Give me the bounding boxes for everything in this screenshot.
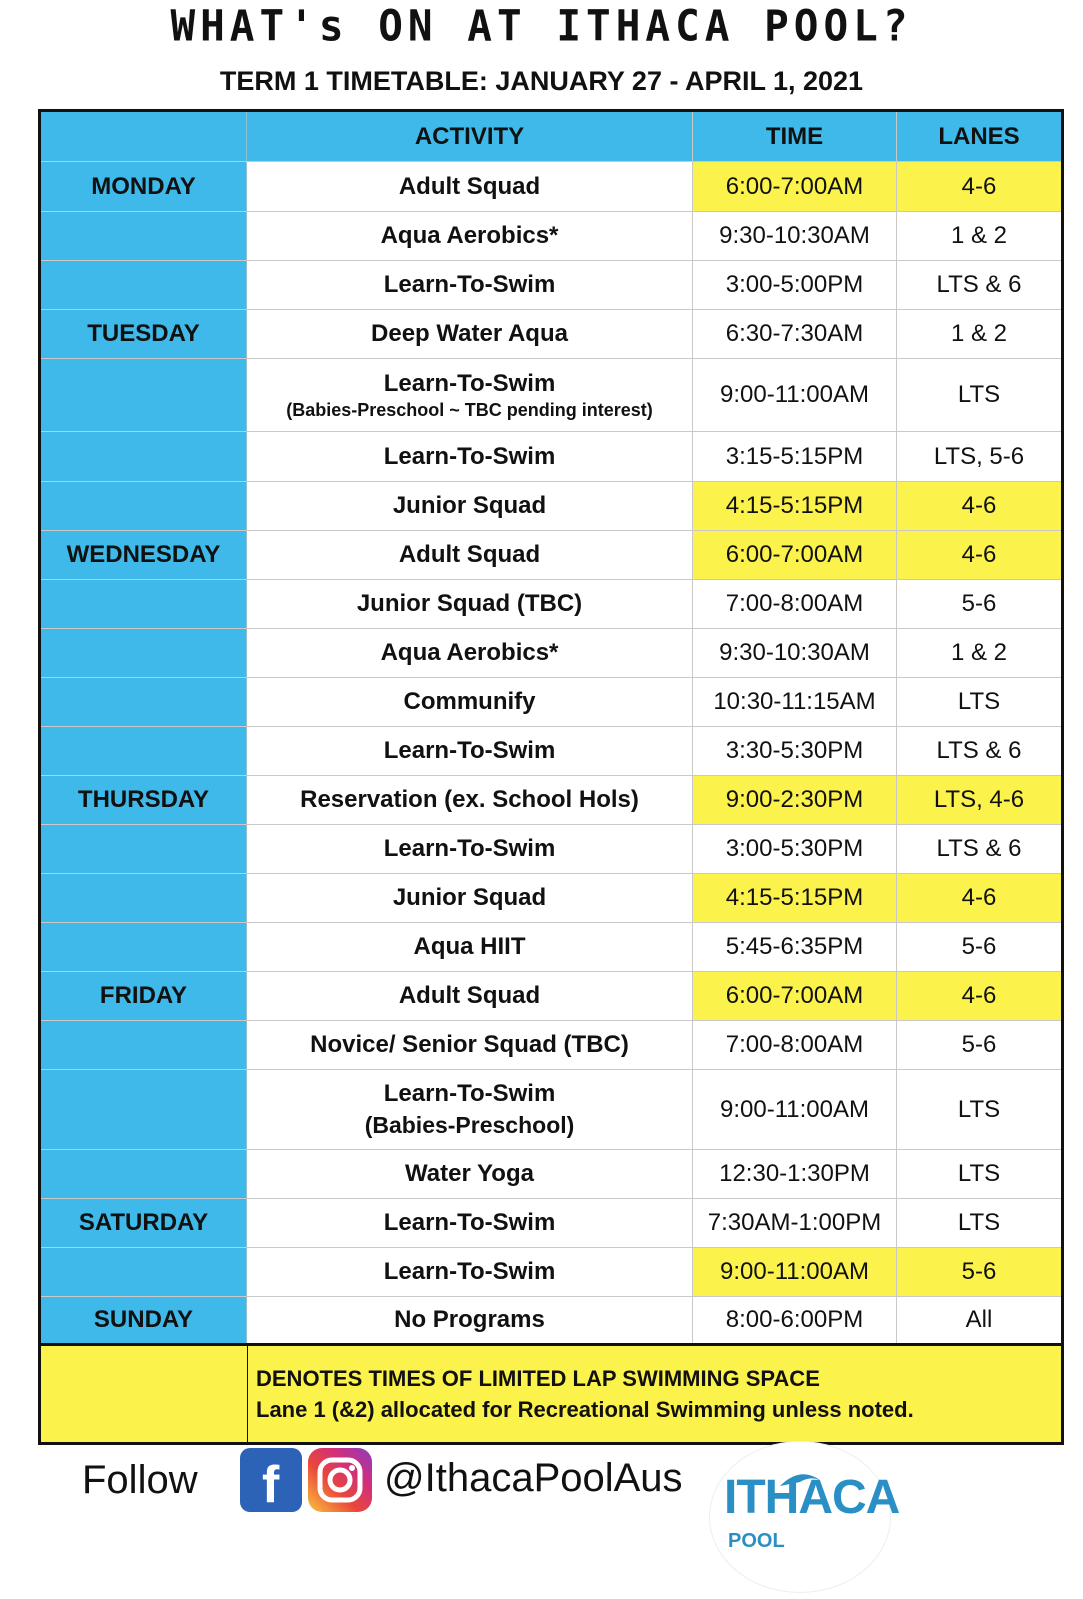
day-cell bbox=[41, 212, 247, 260]
legend-line-1: DENOTES TIMES OF LIMITED LAP SWIMMING SPACE bbox=[256, 1366, 820, 1391]
lanes-cell: LTS, 5-6 bbox=[933, 442, 1025, 470]
day-cell: SATURDAY bbox=[41, 1199, 247, 1247]
activity-name: Novice/ Senior Squad (TBC) bbox=[310, 1031, 629, 1058]
lanes-cell: LTS & 6 bbox=[936, 271, 1022, 298]
lanes-cell: 4-6 bbox=[897, 482, 1061, 530]
activity-name: Water Yoga bbox=[405, 1160, 534, 1187]
activity-cell bbox=[247, 629, 693, 677]
table-row bbox=[41, 482, 1061, 531]
day-cell bbox=[41, 825, 247, 873]
day-cell bbox=[41, 1248, 247, 1296]
lanes-cell: 5-6 bbox=[897, 1248, 1061, 1296]
lanes-cell: 4-6 bbox=[897, 531, 1061, 579]
table-row bbox=[41, 923, 1061, 972]
time-cell: 9:00-11:00AM bbox=[693, 1248, 897, 1296]
lanes-cell: 4-6 bbox=[897, 874, 1061, 922]
logo-text: ITHACA bbox=[724, 1471, 900, 1524]
day-cell bbox=[41, 1150, 247, 1198]
time-cell: 4:15-5:15PM bbox=[693, 874, 897, 922]
time-cell: 9:00-11:00AM bbox=[693, 359, 897, 431]
table-row bbox=[41, 1297, 1061, 1346]
lanes-cell: 5-6 bbox=[961, 590, 997, 617]
lanes-cell: All bbox=[965, 1306, 993, 1333]
time-cell: 7:00-8:00AM bbox=[693, 580, 897, 628]
table-row bbox=[41, 629, 1061, 678]
activity-cell bbox=[247, 212, 693, 260]
day-cell: WEDNESDAY bbox=[41, 531, 247, 579]
time-cell: 9:30-10:30AM bbox=[693, 212, 897, 260]
activity-cell bbox=[247, 531, 693, 579]
header-time: TIME bbox=[693, 112, 897, 161]
day-cell bbox=[41, 923, 247, 971]
time-cell: 6:00-7:00AM bbox=[693, 162, 897, 211]
table-body bbox=[41, 162, 1061, 1346]
facebook-icon[interactable] bbox=[240, 1448, 302, 1512]
activity-name: Adult Squad bbox=[398, 982, 541, 1009]
legend-line-2: Lane 1 (&2) allocated for Recreational Swimming unless noted. bbox=[256, 1397, 914, 1422]
lanes-cell: LTS bbox=[957, 381, 1001, 408]
activity-name: Reservation (ex. School Hols) bbox=[300, 786, 639, 813]
follow-label: Follow bbox=[82, 1458, 198, 1502]
activity-note: (Babies-Preschool ~ TBC pending interest) bbox=[286, 399, 653, 420]
timetable bbox=[38, 109, 1064, 1445]
legend-row bbox=[41, 1346, 1061, 1442]
time-cell: 6:00-7:00AM bbox=[693, 972, 897, 1020]
svg-text:f: f bbox=[262, 1456, 280, 1512]
legend-text bbox=[248, 1346, 1061, 1442]
time-cell: 3:00-5:00PM bbox=[693, 261, 897, 309]
lanes-cell: 4-6 bbox=[897, 972, 1061, 1020]
table-row bbox=[41, 727, 1061, 776]
time-cell: 6:00-7:00AM bbox=[693, 531, 897, 579]
time-cell: 7:00-8:00AM bbox=[693, 1021, 897, 1069]
header-activity: ACTIVITY bbox=[247, 112, 693, 161]
table-row bbox=[41, 432, 1061, 482]
time-cell: 3:15-5:15PM bbox=[693, 432, 897, 481]
legend-swatch bbox=[41, 1346, 248, 1442]
activity-cell bbox=[247, 1070, 693, 1149]
time-cell: 9:00-2:30PM bbox=[693, 776, 897, 824]
day-cell bbox=[41, 874, 247, 922]
activity-name: Junior Squad (TBC) bbox=[356, 590, 583, 617]
lanes-cell: LTS & 6 bbox=[936, 835, 1022, 862]
time-cell: 6:30-7:30AM bbox=[693, 310, 897, 358]
activity-cell bbox=[247, 1021, 693, 1069]
activity-cell bbox=[247, 261, 693, 309]
activity-name: Junior Squad bbox=[392, 492, 547, 519]
lanes-cell: 4-6 bbox=[897, 162, 1061, 211]
day-cell bbox=[41, 482, 247, 530]
activity-name: Learn-To-Swim bbox=[383, 1209, 556, 1236]
day-cell: MONDAY bbox=[41, 162, 247, 211]
page-subtitle: TERM 1 TIMETABLE: JANUARY 27 - APRIL 1, 2021 bbox=[219, 66, 864, 96]
activity-note: (Babies-Preschool) bbox=[364, 1112, 575, 1138]
activity-name: Aqua HIIT bbox=[413, 933, 526, 960]
table-row bbox=[41, 825, 1061, 874]
day-cell: FRIDAY bbox=[41, 972, 247, 1020]
table-row bbox=[41, 359, 1061, 432]
activity-cell bbox=[247, 482, 693, 530]
day-cell bbox=[41, 678, 247, 726]
table-header-row bbox=[41, 112, 1061, 162]
day-cell: SUNDAY bbox=[41, 1297, 247, 1343]
activity-name: Communify bbox=[403, 688, 536, 715]
lanes-cell: 5-6 bbox=[961, 933, 997, 960]
activity-cell bbox=[247, 1199, 693, 1247]
activity-cell bbox=[247, 972, 693, 1020]
lanes-cell: LTS, 4-6 bbox=[897, 776, 1061, 824]
day-cell: THURSDAY bbox=[41, 776, 247, 824]
day-cell bbox=[41, 432, 247, 481]
time-cell: 12:30-1:30PM bbox=[693, 1150, 897, 1198]
activity-name: Adult Squad bbox=[398, 172, 541, 200]
day-cell bbox=[41, 359, 247, 431]
time-cell: 4:15-5:15PM bbox=[693, 482, 897, 530]
activity-name: Aqua Aerobics* bbox=[380, 222, 559, 249]
activity-name: Deep Water Aqua bbox=[371, 320, 568, 347]
lanes-cell: 1 & 2 bbox=[950, 639, 1008, 666]
lanes-cell: 1 & 2 bbox=[950, 222, 1008, 249]
time-cell: 8:00-6:00PM bbox=[693, 1297, 897, 1343]
lanes-cell: LTS bbox=[957, 1160, 1001, 1187]
table-row bbox=[41, 162, 1061, 212]
table-row bbox=[41, 212, 1061, 261]
table-row bbox=[41, 1150, 1061, 1199]
activity-cell bbox=[247, 776, 693, 824]
time-cell: 3:30-5:30PM bbox=[693, 727, 897, 775]
table-row bbox=[41, 776, 1061, 825]
day-cell bbox=[41, 1070, 247, 1149]
day-cell: TUESDAY bbox=[41, 310, 247, 358]
table-row bbox=[41, 874, 1061, 923]
activity-cell bbox=[247, 310, 693, 358]
table-row bbox=[41, 261, 1061, 310]
lanes-cell: LTS bbox=[957, 1095, 1001, 1123]
activity-name: Learn-To-Swim bbox=[383, 442, 556, 470]
day-cell bbox=[41, 1021, 247, 1069]
table-row bbox=[41, 310, 1061, 359]
time-cell: 5:45-6:35PM bbox=[693, 923, 897, 971]
activity-name: Aqua Aerobics* bbox=[380, 639, 559, 666]
activity-name: Learn-To-Swim bbox=[383, 271, 556, 298]
table-row bbox=[41, 531, 1061, 580]
lanes-cell: LTS bbox=[957, 1209, 1001, 1236]
activity-name: Learn-To-Swim bbox=[383, 737, 556, 764]
lanes-cell: 5-6 bbox=[961, 1031, 997, 1058]
header-lanes: LANES bbox=[897, 112, 1061, 161]
activity-name: No Programs bbox=[394, 1306, 545, 1333]
day-cell bbox=[41, 727, 247, 775]
activity-cell bbox=[247, 874, 693, 922]
activity-cell bbox=[247, 1297, 693, 1343]
lanes-cell: LTS & 6 bbox=[936, 737, 1022, 764]
activity-cell bbox=[247, 359, 693, 431]
activity-cell bbox=[247, 432, 693, 481]
time-cell: 9:00-11:00AM bbox=[693, 1070, 897, 1149]
time-cell: 9:30-10:30AM bbox=[693, 629, 897, 677]
page-title: WHAT's ON AT ITHACA POOL? bbox=[170, 0, 913, 52]
activity-name: Learn-To-Swim bbox=[383, 369, 556, 397]
ithaca-pool-logo bbox=[710, 1442, 900, 1592]
activity-cell bbox=[247, 580, 693, 628]
lanes-cell: 1 & 2 bbox=[950, 320, 1008, 347]
time-cell: 10:30-11:15AM bbox=[693, 678, 897, 726]
time-cell: 7:30AM-1:00PM bbox=[693, 1199, 897, 1247]
activity-cell bbox=[247, 1150, 693, 1198]
activity-name: Learn-To-Swim bbox=[383, 835, 556, 862]
time-cell: 3:00-5:30PM bbox=[693, 825, 897, 873]
day-cell bbox=[41, 629, 247, 677]
activity-cell bbox=[247, 162, 693, 211]
lanes-cell: LTS bbox=[957, 688, 1001, 715]
header-day-cell bbox=[41, 112, 247, 161]
activity-name: Learn-To-Swim bbox=[383, 1258, 556, 1285]
table-row bbox=[41, 1070, 1061, 1150]
table-row bbox=[41, 580, 1061, 629]
activity-cell bbox=[247, 825, 693, 873]
table-row bbox=[41, 1248, 1061, 1297]
activity-name: Junior Squad bbox=[392, 884, 547, 911]
activity-cell bbox=[247, 727, 693, 775]
table-row bbox=[41, 1199, 1061, 1248]
social-handle[interactable]: @IthacaPoolAus bbox=[384, 1456, 683, 1500]
table-row bbox=[41, 972, 1061, 1021]
table-row bbox=[41, 678, 1061, 727]
activity-cell bbox=[247, 678, 693, 726]
logo-subtext: POOL bbox=[728, 1530, 785, 1552]
table-row bbox=[41, 1021, 1061, 1070]
activity-cell bbox=[247, 1248, 693, 1296]
activity-name: Learn-To-Swim bbox=[383, 1080, 556, 1107]
day-cell bbox=[41, 261, 247, 309]
instagram-icon[interactable] bbox=[308, 1448, 372, 1512]
activity-cell bbox=[247, 923, 693, 971]
activity-name: Adult Squad bbox=[398, 541, 541, 568]
day-cell bbox=[41, 580, 247, 628]
